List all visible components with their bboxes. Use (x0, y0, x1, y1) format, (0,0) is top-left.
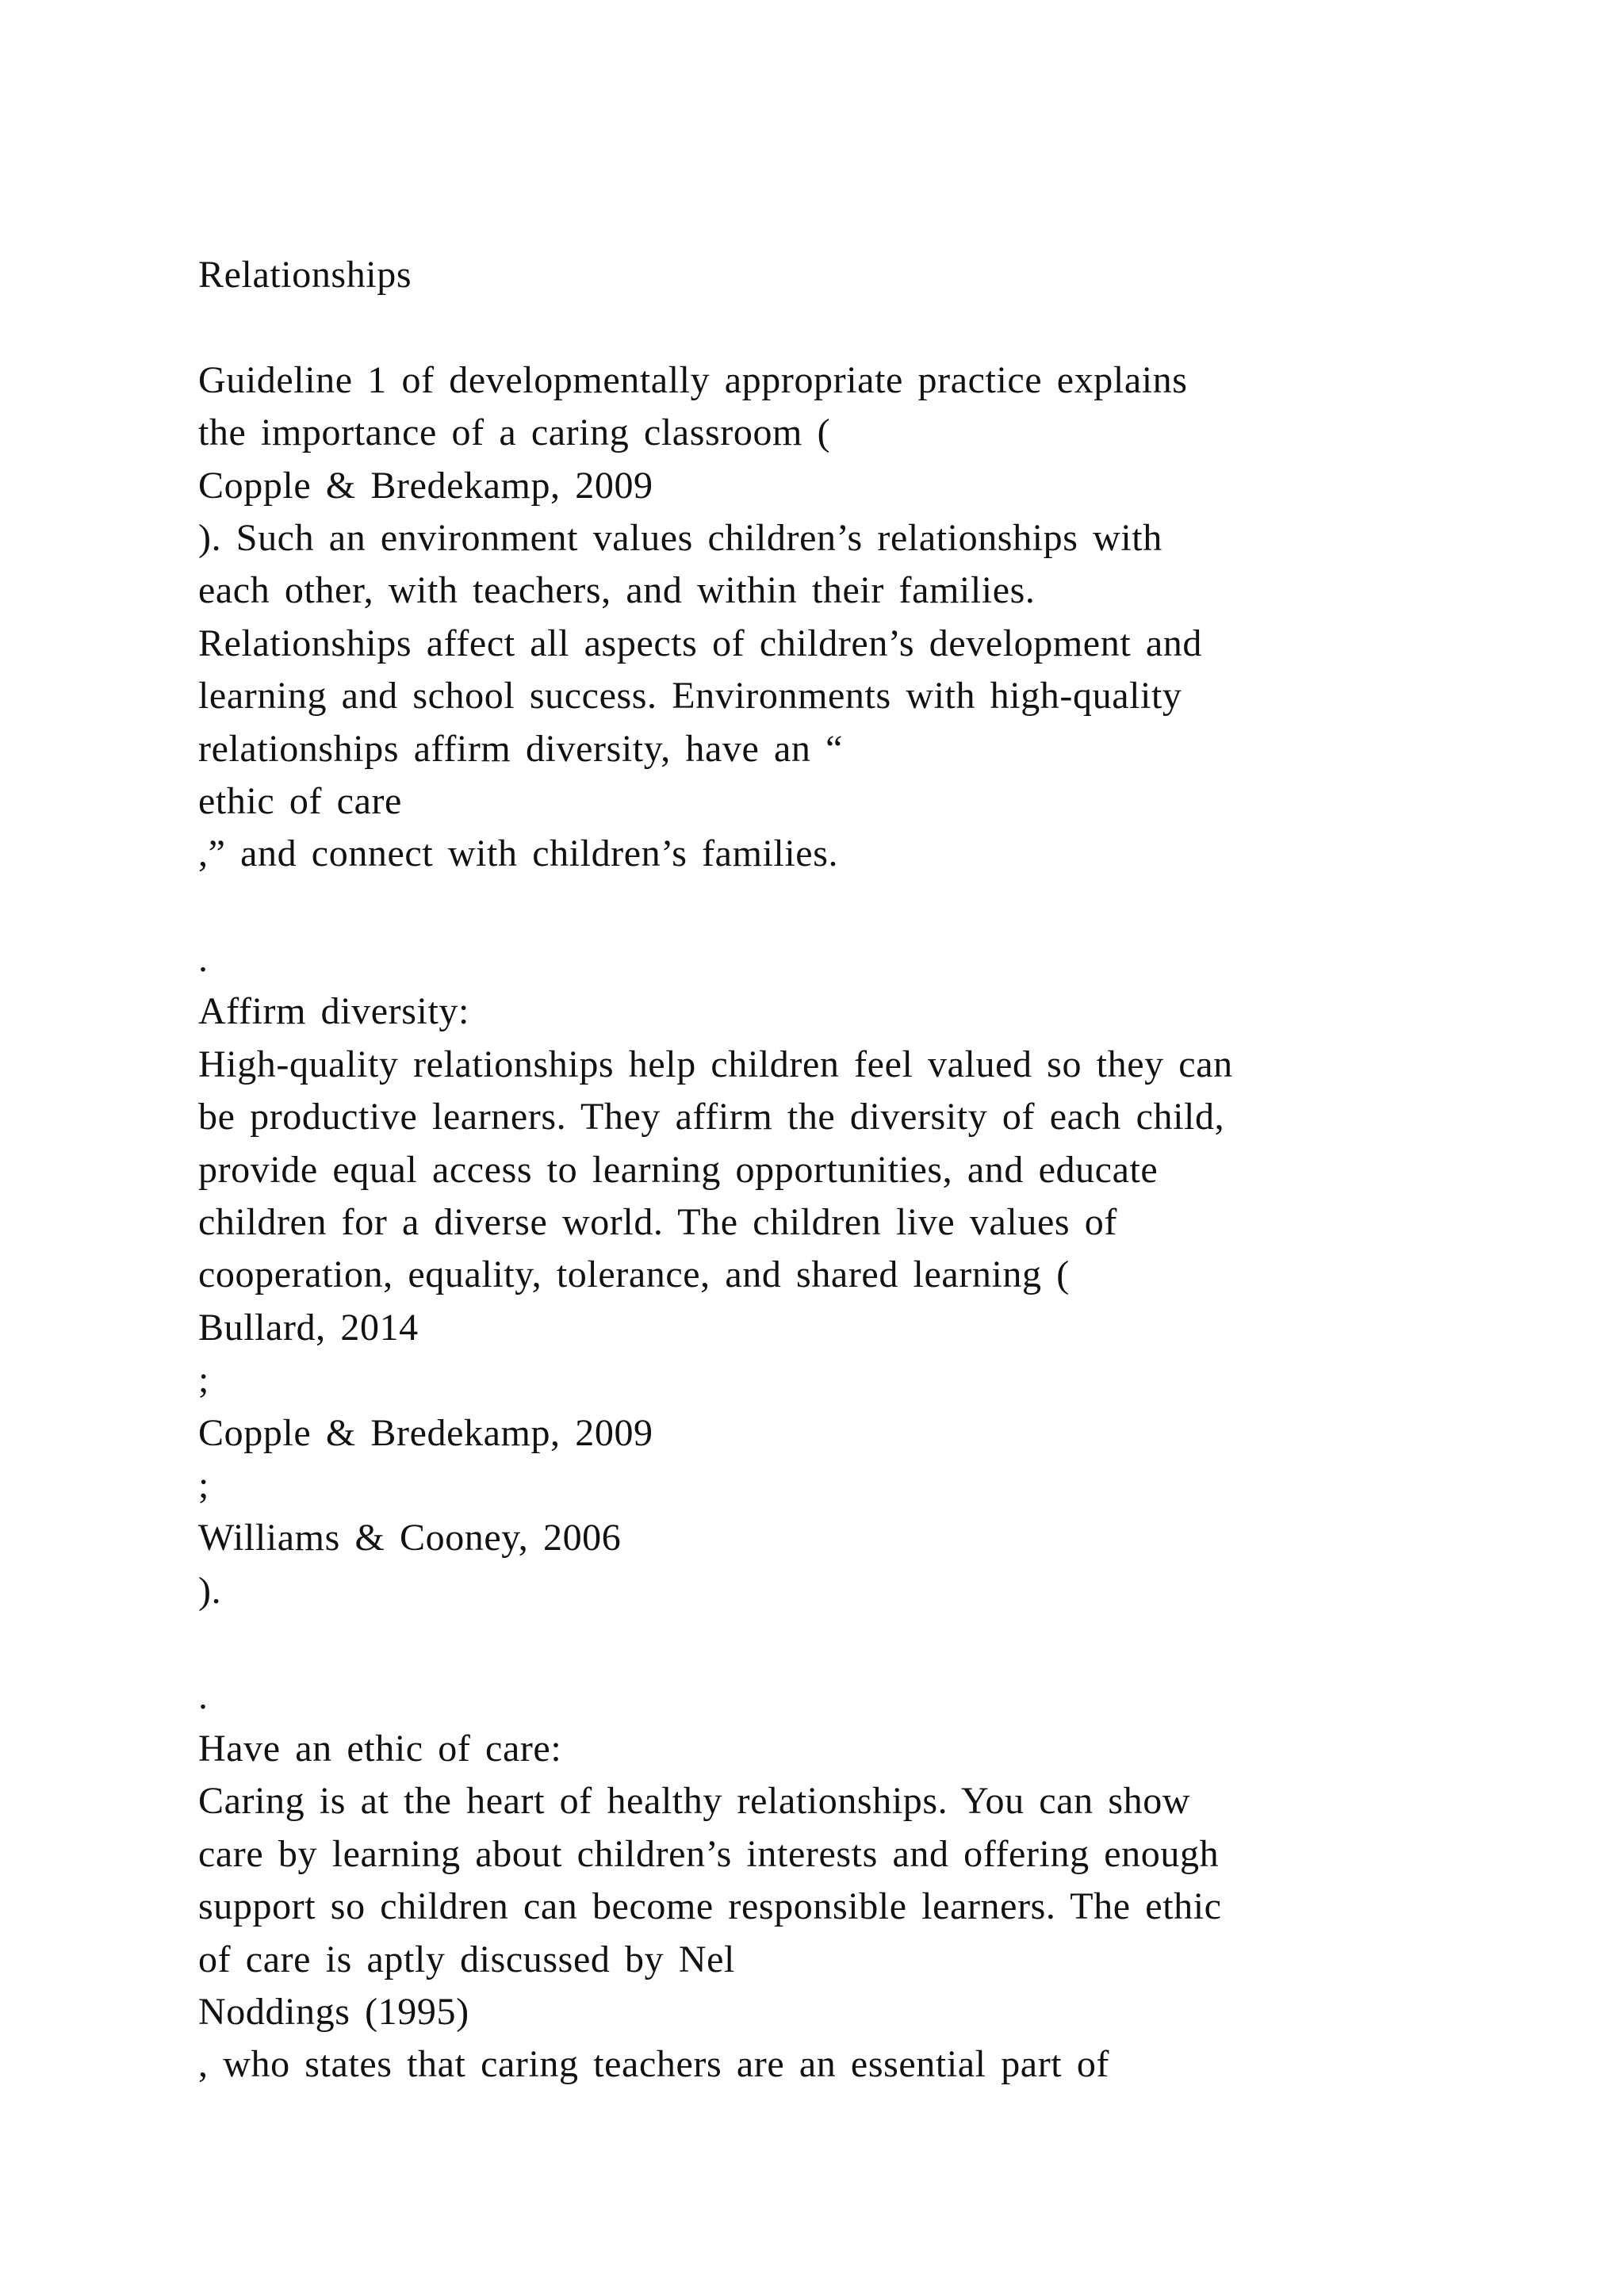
text-line: Relationships affect all aspects of children’s development and (198, 622, 1202, 664)
citation-line: Copple & Bredekamp, 2009 (198, 464, 653, 507)
text-line: ). Such an environment values children’s relationships with (198, 516, 1162, 559)
text-line: ). (198, 1569, 222, 1612)
citation-line: Noddings (1995) (198, 1990, 469, 2033)
citation-separator: ; (198, 1464, 209, 1506)
document-body (198, 249, 1483, 2091)
text-line: the importance of a caring classroom ( (198, 411, 831, 454)
blank-line (198, 881, 1483, 933)
term-line: ethic of care (198, 779, 402, 822)
text-line: , who states that caring teachers are an essential part of (198, 2043, 1110, 2086)
citation-separator: ; (198, 1359, 209, 1402)
blank-line (198, 301, 1483, 354)
subheading-ethic-of-care: Have an ethic of care: (198, 1727, 562, 1770)
section-title: Relationships (198, 254, 412, 296)
citation-line: Williams & Cooney, 2006 (198, 1517, 622, 1559)
text-line: Caring is at the heart of healthy relationships. You can show (198, 1780, 1191, 1823)
bullet-marker: . (198, 1674, 209, 1717)
blank-line (198, 1617, 1483, 1670)
text-line: learning and school success. Environments with high-quality (198, 675, 1182, 718)
citation-line: Copple & Bredekamp, 2009 (198, 1411, 653, 1454)
text-line: support so children can become responsible learners. The ethic (198, 1885, 1222, 1928)
text-line: ,” and connect with children’s families. (198, 832, 839, 875)
text-line: of care is aptly discussed by Nel (198, 1938, 735, 1980)
text-line: children for a diverse world. The children live values of (198, 1201, 1117, 1244)
citation-line: Bullard, 2014 (198, 1306, 419, 1349)
text-line: provide equal access to learning opportunities, and educate (198, 1148, 1159, 1191)
text-line: each other, with teachers, and within their families. (198, 569, 1036, 612)
text-line: relationships affirm diversity, have an “ (198, 727, 844, 770)
text-line: be productive learners. They affirm the diversity of each child, (198, 1096, 1225, 1138)
text-line: care by learning about children’s interests and offering enough (198, 1832, 1220, 1875)
subheading-affirm-diversity: Affirm diversity: (198, 990, 469, 1033)
text-line: High-quality relationships help children feel valued so they can (198, 1043, 1233, 1085)
text-line: Guideline 1 of developmentally appropriate practice explains (198, 358, 1188, 401)
bullet-marker: . (198, 938, 209, 981)
text-line: cooperation, equality, tolerance, and shared learning ( (198, 1253, 1070, 1296)
